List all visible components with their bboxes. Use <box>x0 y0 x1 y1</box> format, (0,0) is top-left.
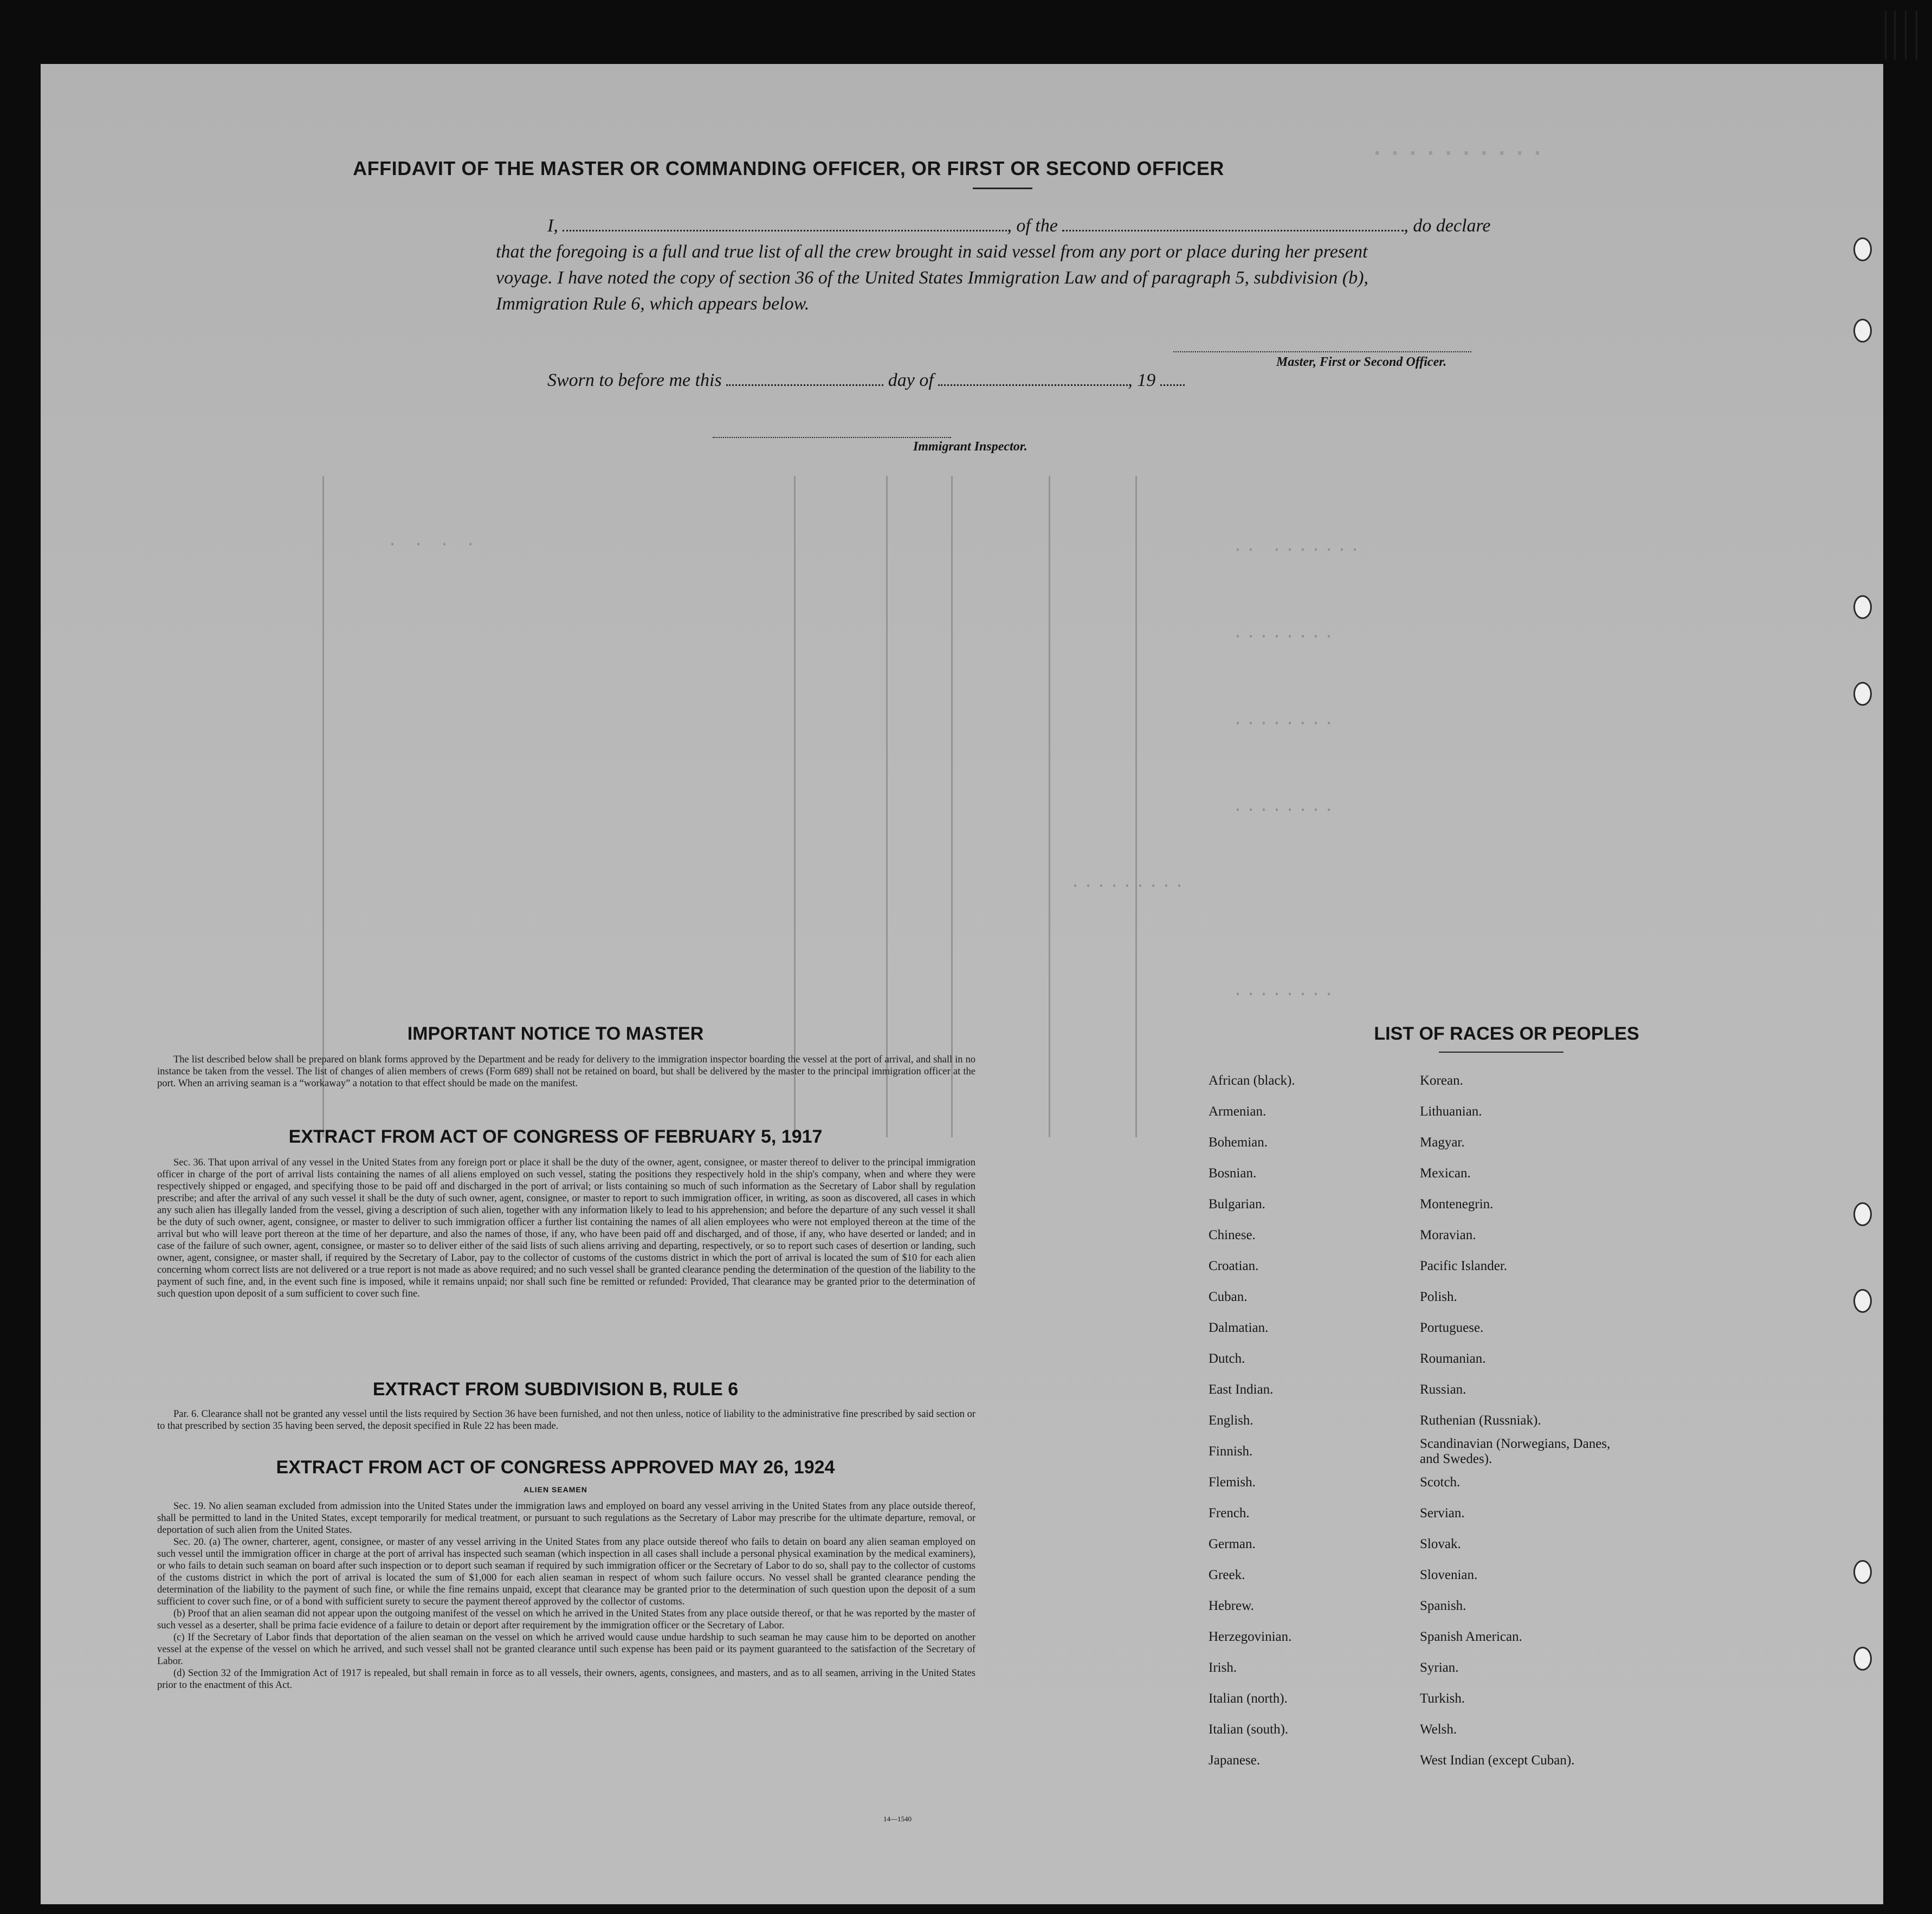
sworn-prefix: Sworn to before me this <box>547 370 722 390</box>
race-item: Greek. <box>1209 1568 1245 1582</box>
extract-rule6-title: EXTRACT FROM SUBDIVISION B, RULE 6 <box>372 1379 739 1400</box>
race-item: Italian (south). <box>1209 1722 1289 1737</box>
inspector-caption: Immigrant Inspector. <box>913 440 1028 454</box>
race-item: Bohemian. <box>1209 1135 1268 1150</box>
race-item: Polish. <box>1420 1290 1457 1304</box>
race-item: African (black). <box>1209 1073 1295 1088</box>
notice-title: IMPORTANT NOTICE TO MASTER <box>407 1023 704 1044</box>
race-item: Spanish. <box>1420 1599 1466 1613</box>
race-item: Pacific Islander. <box>1420 1259 1508 1273</box>
form-page: · · · · · · · · · · · · · · ·· ······· ········ ········ ········ ········· ········ AFFIDAVIT OF THE MASTER OR COMMANDING OFFICER, OR FIRST OR SECOND OFFICER I, , of the , do declare that the foregoing is a full and true list of all the crew brought in said vessel from any port or place during her present voyage. I have noted the copy of section 36 of the United States Immigration Law and of paragraph 5, subdivision (b), Immigration Rule 6, which appears below. Master, First or Second Officer. Sworn to before me this day of , 19 Immigrant Inspector. IMPORTANT NOTICE TO MASTER The list described below shall be prepared on blank forms approved by the Department and be ready for delivery to the immigration inspector boarding the vessel at the port of arrival, and shall in no instance be taken from the vessel. The list of changes of alien members of crews (Form 689) shall not be retained on board, but shall be delivered by the master to the principal immigration officer at the port. When an arriving seaman is a “workaway” a notation to that effect should be made on the manifest. EXTRACT FROM ACT OF CONGRESS OF FEBRUARY 5, 1917 Sec. 36. That upon arrival of any vessel in the United States from any foreign port or place it shall be the duty of the owner, agent, consignee, or master thereof to deliver to the principal immigration officer in charge of the port of arrival lists containing the names of all aliens employed on such vessel, stating the positions they respectively hold in the ship's company, when and where they were respectively shipped or engaged, and specifying those to be paid off and discharged in the port of arrival; or lists containing so much of such information as the Secretary of Labor shall by regulation prescribe; and after the arrival of any such vessel it shall be the duty of such owner, agent, consignee, or master to report to such immigration officer, in writing, as soon as discovered, all cases in which any such alien has illegally landed from the vessel, giving a description of such alien, together with any information likely to lead to his apprehension; and before the departure of any such vessel it shall be the duty of such owner, agent, consignee, or master to deliver to such immigration officer a further list containing the names of all alien employees who were not employed thereon at the time of the arrival but who will leave port thereon at the time of her departure, and also the names of those, if any, who have been paid off and discharged, and of those, if any, who have deserted or landed; and in case of the failure of such owner, agent, consignee, or master so to deliver either of the said lists of such aliens arriving and departing, respectively, or so to report such cases of desertion or landing, such owner, agent, consignee, or master shall, if required by the Secretary of Labor, pay to the collector of customs of the customs district in which the port of arrival is located the sum of $10 for each alien concerning whom correct lists are not delivered or a true report is not made as above required; and no such vessel shall be granted clearance pending the determination of the question of the liability to the payment of such fine, and, in the event such fine is imposed, while it remains unpaid; nor shall such fine be remitted or refunded: Provided, That clearance may be granted prior to the determination of such question upon deposit of a sum sufficient to cover such fine. EXTRACT FROM SUBDIVISION B, RULE 6 Par. 6. Clearance shall not be granted any vessel until the lists required by Section 36 have been furnished, and not then unless, notice of liability to the administrative fine prescribed by said section or to that prescribed by section 35 having been served, the deposit specified in Rule 22 has been made. EXTRACT FROM ACT OF CONGRESS APPROVED MAY 26, 1924 ALIEN SEAMEN Sec. 19. No alien seaman excluded from admission into the United States under the immigration laws and employed on board any vessel arriving in the United States from any place outside thereof, shall be permitted to land in the United States, except temporarily for medical treatment, or pursuant to such regulations as the Secretary of Labor may prescribe for the ultimate departure, removal, or deportation of such alien from the United States. Sec. 20. (a) The owner, charterer, agent, consignee, or master of any vessel arriving in the United States from any place outside thereof who fails to detain on board any alien seaman employed on such vessel until the immigration officer in charge at the port of arrival has inspected such seaman (which inspection in all cases shall include a personal physical examination by the medical examiners), or who fails to detain such seaman on board after such inspection or to deport such seaman if required by such immigration officer or the Secretary of Labor to do so, shall pay to the collector of customs of the customs district in which the port of arrival is located the sum of $1,000 for each alien seaman in respect of whom such failure occurs. No vessel shall be granted clearance pending the determination of the liability to the payment of such fine, or while the fine remains unpaid, except that clearance may be granted prior to the determination of such question upon the deposit of a sum sufficient to cover such fine, or of a bond with sufficient surety to secure the payment thereof approved by the collector of customs. (b) Proof that an alien seaman did not appear upon the outgoing manifest of the vessel on which he arrived in the United States from any place outside thereof, or that he was reported by the master of such vessel as a deserter, shall be prima facie evidence of a failure to detain or deport after requirement by the immigration officer or the Secretary of Labor. (c) If the Secretary of Labor finds that deportation of the alien seaman on the vessel on which he arrived would cause undue hardship to such seaman he may cause him to be deported on another vessel at the expense of the vessel on which he arrived, and such vessel shall not be granted clearance until such expense has been paid or its payment guaranteed to the satisfaction of the Secretary of Labor. (d) Section 32 of the Immigration Act of 1917 is repealed, but shall remain in force as to all vessels, their owners, agents, consignees, and masters, and as to all seamen, arriving in the United States prior to the enactment of this Act. 14—1540 LIST OF RACES OR PEOPLES African (black). Armenian. Bohemian. Bosnian. Bulgarian. Chinese. Croatian. Cuban. Dalmatian. Dutch. East Indian. English. Finnish. Flemish. French. German. Greek. Hebrew. Herzegovinian. Irish. Italian (north). Italian (south). Japanese. Korean. Lithuanian. Magyar. Mexican. Montenegrin. Moravian. Pacific Islander. Polish. Portuguese. Roumanian. Russian. Ruthenian (Russniak). Scandinavian (Norwegians, Danes, and Swedes). Scotch. Servian. Slovak. Slovenian. Spanish. Spanish American. Syrian. Turkish. Welsh. West Indian (except Cuban). <box>41 64 1883 1904</box>
alien-seamen-heading: ALIEN SEAMEN <box>524 1485 587 1494</box>
race-item: Slovak. <box>1420 1537 1461 1551</box>
affidavit-i: I, <box>547 216 558 236</box>
name-field[interactable] <box>563 216 1007 231</box>
race-item: Scandinavian (Norwegians, Danes, and Swedes). <box>1420 1436 1611 1466</box>
race-item: Japanese. <box>1209 1753 1261 1768</box>
sec-20c: (c) If the Secretary of Labor finds that deportation of the alien seaman on the vessel on which he arrived would cause undue hardship to such seaman he may cause him to be deported on another vessel at the expense of the vessel on which he arrived, and such vessel shall not be granted clearance until such expense has been paid or its payment guaranteed to the satisfaction of the Secretary of Labor. <box>157 1632 975 1667</box>
border-mark <box>1885 11 1886 60</box>
border-mark <box>1894 11 1896 60</box>
race-item: Slovenian. <box>1420 1568 1478 1582</box>
extract-rule6-text: Par. 6. Clearance shall not be granted any vessel until the lists required by Section 36 have been furnished, and not then unless, notice of liability to the administrative fine prescribed by said section or to that prescribed by section 35 having been served, the deposit specified in Rule 22 has been made. <box>157 1409 975 1432</box>
affidavit-declare: , do declare <box>1404 216 1491 236</box>
sworn-year-field[interactable] <box>1160 370 1185 386</box>
border-mark <box>1905 11 1907 60</box>
extract-1924-title: EXTRACT FROM ACT OF CONGRESS APPROVED MAY 26, 1924 <box>276 1457 835 1478</box>
race-item: Moravian. <box>1420 1228 1476 1242</box>
race-item: Mexican. <box>1420 1166 1471 1181</box>
form-number: 14—1540 <box>883 1815 912 1823</box>
affidavit-line-3: voyage. I have noted the copy of section 36 of the United States Immigration Law and of paragraph 5, subdivision (b), <box>496 268 1369 288</box>
officer-signature-line[interactable] <box>1173 351 1471 352</box>
race-item: Montenegrin. <box>1420 1197 1494 1211</box>
sworn-day-label: day of <box>888 370 934 390</box>
race-item: Ruthenian (Russniak). <box>1420 1413 1541 1428</box>
sec-20a: Sec. 20. (a) The owner, charterer, agent, consignee, or master of any vessel arriving in the United States from any place outside thereof who fails to detain on board any alien seaman employed on such vessel until the immigration officer in charge at the port of arrival has inspected such seaman (which inspection in all cases shall include a personal physical examination by the medical examiners), or who fails to detain such seaman on board after such inspection or to deport such seaman if required by such immigration officer or the Secretary of Labor to do so, shall pay to the collector of customs of the customs district in which the port of arrival is located the sum of $1,000 for each alien seaman in respect of whom such failure occurs. No vessel shall be granted clearance pending the determination of the liability to the payment of such fine, or while the fine remains unpaid, except that clearance may be granted prior to the determination of such question upon the deposit of a sum sufficient to cover such fine, or of a bond with sufficient surety to secure the payment thereof approved by the collector of customs. <box>157 1537 975 1607</box>
race-item: Armenian. <box>1209 1104 1267 1119</box>
race-item: Chinese. <box>1209 1228 1256 1242</box>
race-item: East Indian. <box>1209 1382 1274 1397</box>
race-item: Italian (north). <box>1209 1691 1288 1706</box>
sec-20b: (b) Proof that an alien seaman did not appear upon the outgoing manifest of the vessel on which he arrived in the United States from any place outside thereof, or that he was reported by the master of such vessel as a deserter, shall be prima facie evidence of a failure to detain or deport after requirement by the immigration officer or the Secretary of Labor. <box>157 1608 975 1631</box>
race-item: Finnish. <box>1209 1444 1253 1459</box>
affidavit-title: AFFIDAVIT OF THE MASTER OR COMMANDING OFFICER, OR FIRST OR SECOND OFFICER <box>353 157 1224 179</box>
race-item: Dalmatian. <box>1209 1320 1269 1335</box>
sworn-month-field[interactable] <box>938 370 1128 386</box>
race-item: Bosnian. <box>1209 1166 1257 1181</box>
race-item: Irish. <box>1209 1660 1237 1675</box>
race-item: Scotch. <box>1420 1475 1461 1490</box>
notice-text: The list described below shall be prepared on blank forms approved by the Department and be ready for delivery to the immigration inspector boarding the vessel at the port of arrival, and shall in no instance be taken from the vessel. The list of changes of alien members of crews (Form 689) shall not be retained on board, but shall be delivered by the master to the principal immigration officer at the port. When an arriving seaman is a “workaway” a notation to that effect should be made on the manifest. <box>157 1054 975 1089</box>
race-item: Servian. <box>1420 1506 1465 1520</box>
race-item: Portuguese. <box>1420 1320 1484 1335</box>
race-item: Croatian. <box>1209 1259 1259 1273</box>
title-rule <box>973 188 1032 189</box>
officer-caption: Master, First or Second Officer. <box>1276 355 1447 369</box>
inspector-signature-line[interactable] <box>713 437 951 438</box>
sworn-line <box>547 370 1185 391</box>
race-item: Bulgarian. <box>1209 1197 1265 1211</box>
race-item: Roumanian. <box>1420 1351 1486 1366</box>
sec-20d: (d) Section 32 of the Immigration Act of 1917 is repealed, but shall remain in force as to all vessels, their owners, agents, consignees, and masters, and as to all seamen, arriving in the United States prior to the enactment of this Act. <box>157 1668 975 1691</box>
extract-1924-text <box>157 1500 975 1691</box>
race-item: Welsh. <box>1420 1722 1457 1737</box>
extract-1917-text: Sec. 36. That upon arrival of any vessel in the United States from any foreign port or place it shall be the duty of the owner, agent, consignee, or master thereof to deliver to the principal immigration officer in charge of the port of arrival lists containing the names of all aliens employed on such vessel, stating the positions they respectively hold in the ship's company, when and where they were respectively shipped or engaged, and specifying those to be paid off and discharged in the port of arrival; or lists containing so much of such information as the Secretary of Labor shall by regulation prescribe; and after the arrival of any such vessel it shall be the duty of such owner, agent, consignee, or master to report to such immigration officer, in writing, as soon as discovered, all cases in which any such alien has illegally landed from the vessel, giving a description of such alien, together with any information likely to lead to his apprehension; and before the departure of any such vessel it shall be the duty of such owner, agent, consignee, or master to deliver to such immigration officer a further list containing the names of all alien employees who were not employed thereon at the time of the arrival but who will leave port thereon at the time of her departure, and also the names of those, if any, who have been paid off and discharged, and of those, if any, who have deserted or landed; and in case of the failure of such owner, agent, consignee, or master so to deliver either of the said lists of such aliens arriving and departing, respectively, or so to report such cases of desertion or landing, such owner, agent, consignee, or master shall, if required by the Secretary of Labor, pay to the collector of customs of the customs district in which the port of arrival is located the sum of $10 for each alien concerning whom correct lists are not delivered or a true report is not made as above required; and no such vessel shall be granted clearance pending the determination of the question of the liability to the payment of such fine, and, in the event such fine is imposed, while it remains unpaid; nor shall such fine be remitted or refunded: Provided, That clearance may be granted prior to the determination of such question upon deposit of a sum sufficient to cover such fine. <box>157 1157 975 1299</box>
sworn-year-label: , 19 <box>1128 370 1156 390</box>
race-item: Korean. <box>1420 1073 1463 1088</box>
race-item: Hebrew. <box>1209 1599 1254 1613</box>
race-item: Herzegovinian. <box>1209 1629 1292 1644</box>
race-item: Cuban. <box>1209 1290 1248 1304</box>
race-item: West Indian (except Cuban). <box>1420 1753 1575 1768</box>
race-item: Dutch. <box>1209 1351 1245 1366</box>
race-item: Flemish. <box>1209 1475 1256 1490</box>
race-item: English. <box>1209 1413 1253 1428</box>
race-item: Russian. <box>1420 1382 1466 1397</box>
race-item: Spanish American. <box>1420 1629 1522 1644</box>
vessel-field[interactable] <box>1062 216 1404 231</box>
affidavit-of-the: , of the <box>1007 216 1058 236</box>
race-item: French. <box>1209 1506 1250 1520</box>
extract-1917-title: EXTRACT FROM ACT OF CONGRESS OF FEBRUARY 5, 1917 <box>288 1126 823 1147</box>
race-item: German. <box>1209 1537 1256 1551</box>
affidavit-line-2: that the foregoing is a full and true list of all the crew brought in said vessel from any port or place during her present <box>496 242 1368 262</box>
affidavit-line-1 <box>547 216 1491 236</box>
race-item: Magyar. <box>1420 1135 1465 1150</box>
races-title: LIST OF RACES OR PEOPLES <box>1374 1023 1639 1044</box>
race-item: Turkish. <box>1420 1691 1465 1706</box>
sworn-day-field[interactable] <box>726 370 883 386</box>
sec-19: Sec. 19. No alien seaman excluded from admission into the United States under the immigration laws and employed on board any vessel arriving in the United States from any place outside thereof, shall be permitted to land in the United States, except temporarily for medical treatment, or pursuant to such regulations as the Secretary of Labor may prescribe for the ultimate departure, removal, or deportation of such alien from the United States. <box>157 1501 975 1536</box>
border-mark <box>1916 11 1917 60</box>
race-item: Lithuanian. <box>1420 1104 1482 1119</box>
race-item: Syrian. <box>1420 1660 1459 1675</box>
affidavit-line-4: Immigration Rule 6, which appears below. <box>496 294 810 314</box>
races-title-rule <box>1439 1052 1563 1053</box>
